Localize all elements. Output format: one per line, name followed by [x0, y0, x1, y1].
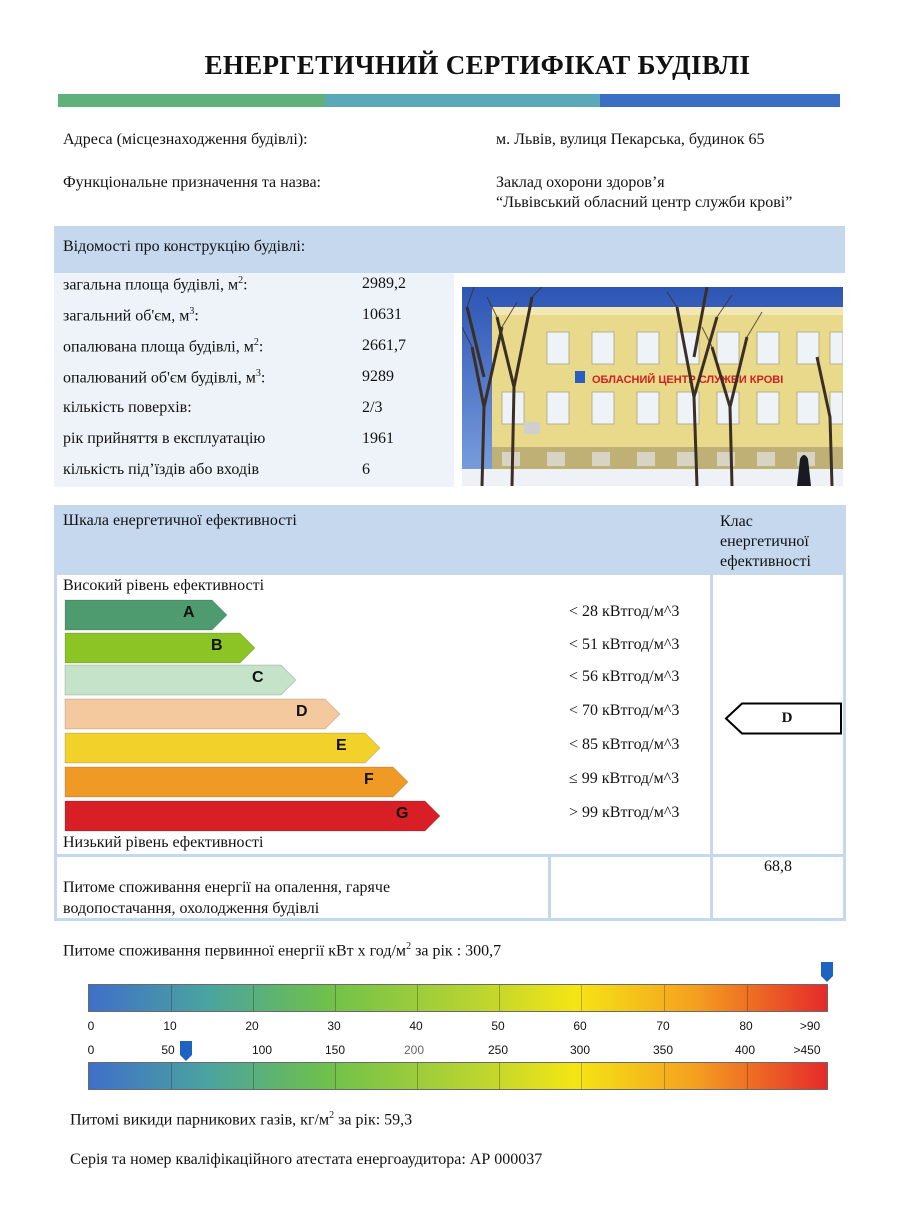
unit-exponent: 2: [253, 337, 259, 348]
scale-grid-line: [335, 985, 336, 1011]
energy-bar-d: [64, 698, 342, 735]
consumption-divider-1: [548, 854, 551, 921]
construction-header: Відомості про конструкцію будівлі:: [63, 238, 306, 255]
energy-bar-letter: D: [296, 703, 308, 720]
scale-tick-top: 70: [656, 1019, 670, 1033]
energy-threshold: < 70 кВтгод/м^3: [569, 702, 680, 719]
construction-row-label: загальний об'єм, $м^3$:: [63, 306, 199, 325]
construction-row-value: 2989,2: [362, 275, 406, 292]
current-class-arrow: [724, 702, 844, 740]
marker-top-icon: [821, 962, 833, 987]
energy-bar-letter: F: [364, 771, 374, 788]
construction-row-label: опалюваний об'єм будівлі, $м^3$:: [63, 368, 266, 387]
current-class-letter: D: [781, 710, 793, 726]
scale-tick-top: 0: [87, 1019, 95, 1033]
scale-tick-top: 80: [739, 1019, 753, 1033]
energy-threshold: < 56 кВтгод/м^3: [569, 668, 680, 685]
scale-grid-line: [747, 985, 748, 1011]
construction-row-value: 2661,7: [362, 337, 406, 354]
unit-exponent: 3: [189, 306, 195, 317]
scale-tick-top: 10: [163, 1019, 177, 1033]
energy-bar-f: [64, 766, 410, 803]
construction-row-value: 9289: [362, 368, 394, 385]
label-suffix: :: [258, 338, 264, 356]
photo-sign-text: ОБЛАСНИЙ ЦЕНТР СЛУЖБИ КРОВІ: [592, 374, 784, 386]
energy-bar-letter: A: [183, 604, 195, 621]
scale-grid-line: [581, 985, 582, 1011]
scale-tick-bottom: 400: [734, 1043, 756, 1057]
scale-tick-top: 50: [491, 1019, 505, 1033]
energy-threshold: > 99 кВтгод/м^3: [569, 804, 680, 821]
scale-tick-top: 20: [245, 1019, 259, 1033]
scale-grid-line: [171, 1063, 172, 1089]
purpose-value-line2: “Львівський обласний центр служби крові”: [496, 194, 793, 211]
high-efficiency-label: Високий рівень ефективності: [63, 577, 265, 594]
energy-bar-a: [64, 599, 229, 636]
consumption-label-line2: водопостачання, охолодження будівлі: [63, 900, 320, 917]
energy-threshold: < 85 кВтгод/м^3: [569, 736, 680, 753]
scale-tick-bottom: >450: [793, 1043, 821, 1057]
primary-energy-gradient-top: [88, 984, 828, 1012]
scale-header: Шкала енергетичної ефективності: [63, 512, 297, 529]
class-header: Клас енергетичної ефективності: [720, 513, 811, 570]
building-photo: [462, 287, 843, 486]
energy-bar-letter: E: [336, 737, 347, 754]
scale-tick-top: 60: [573, 1019, 587, 1033]
primary-energy-gradient-bottom: [88, 1062, 828, 1090]
scale-tick-bottom: 50: [161, 1043, 175, 1057]
scale-tick-bottom: 300: [569, 1043, 591, 1057]
scale-grid-line: [171, 985, 172, 1011]
construction-row-label: рік прийняття в експлуатацію: [63, 430, 266, 447]
scale-tick-top: 40: [409, 1019, 423, 1033]
scale-grid-line: [253, 1063, 254, 1089]
address-value: м. Львів, вулиця Пекарська, будинок 65: [496, 131, 765, 148]
scale-grid-line: [664, 985, 665, 1011]
emissions-label: Питомі викиди парникових газів, $кг/м^2$ за рік: 59,3: [70, 1110, 413, 1129]
construction-row-value: 1961: [362, 430, 394, 447]
scale-grid-line: [747, 1063, 748, 1089]
purpose-label: Функціональне призначення та назва:: [63, 174, 321, 191]
scale-grid-line: [335, 1063, 336, 1089]
header-stripe-blue: [600, 94, 840, 107]
energy-bar-letter: B: [211, 637, 223, 654]
scale-tick-bottom: 350: [652, 1043, 674, 1057]
construction-row-label: загальна площа будівлі, $м^2$:: [63, 275, 248, 294]
scale-grid-line: [499, 985, 500, 1011]
scale-tick-bottom: 100: [251, 1043, 273, 1057]
scale-grid-line: [417, 985, 418, 1011]
construction-row-label: кількість під’їздів або входів: [63, 461, 260, 478]
header-stripe-teal: [325, 94, 600, 107]
energy-bar-c: [64, 664, 298, 701]
construction-row-label: опалювана площа будівлі, $м^2$:: [63, 337, 264, 356]
construction-table: [54, 273, 454, 487]
scale-grid-line: [253, 985, 254, 1011]
energy-bar-letter: G: [396, 805, 409, 822]
scale-tick-bottom: 250: [487, 1043, 509, 1057]
energy-bar-letter: C: [252, 669, 264, 686]
construction-row-value: 6: [362, 461, 370, 478]
label-suffix: :: [194, 307, 199, 325]
building-photo-illustration: [462, 287, 843, 486]
auditor-certificate: Серія та номер кваліфікаційного атестата енергоаудитора: АР 000037: [70, 1151, 543, 1168]
page-title: ЕНЕРГЕТИЧНИЙ СЕРТИФІКАТ БУДІВЛІ: [204, 50, 751, 80]
unit-exponent: 2: [238, 275, 244, 286]
scale-grid-line: [664, 1063, 665, 1089]
purpose-value-line1: Заклад охорони здоров’я: [496, 174, 665, 191]
energy-bar-g: [64, 800, 442, 837]
scale-tick-bottom: 150: [324, 1043, 346, 1057]
primary-energy-label: Питоме споживання первинної енергії кВт х год/$м^2$ за рік : 300,7: [63, 941, 502, 960]
scale-tick-bottom: 0: [87, 1043, 95, 1057]
construction-row-value: 2/3: [362, 399, 383, 416]
consumption-label-line1: Питоме споживання енергії на опалення, гаряче: [63, 879, 391, 896]
energy-threshold: < 28 кВтгод/м^3: [569, 603, 680, 620]
scale-divider: [710, 575, 713, 854]
construction-row-label: кількість поверхів:: [63, 399, 192, 416]
low-efficiency-label: Низький рівень ефективності: [63, 834, 264, 851]
scale-grid-line: [581, 1063, 582, 1089]
construction-row-value: 10631: [362, 306, 402, 323]
unit-exponent: 3: [255, 368, 261, 379]
consumption-value: 68,8: [764, 858, 792, 875]
energy-bar-e: [64, 732, 382, 769]
header-stripe-green: [58, 94, 325, 107]
label-suffix: :: [260, 369, 266, 387]
scale-grid-line: [417, 1063, 418, 1089]
scale-tick-top: >90: [799, 1019, 821, 1033]
label-suffix: :: [243, 276, 248, 294]
energy-threshold: ≤ 99 кВтгод/м^3: [569, 770, 680, 787]
scale-tick-top: 30: [327, 1019, 341, 1033]
scale-grid-line: [499, 1063, 500, 1089]
energy-threshold: < 51 кВтгод/м^3: [569, 636, 680, 653]
scale-tick-bottom: 200: [403, 1043, 425, 1057]
address-label: Адреса (місцезнаходження будівлі):: [63, 131, 308, 148]
